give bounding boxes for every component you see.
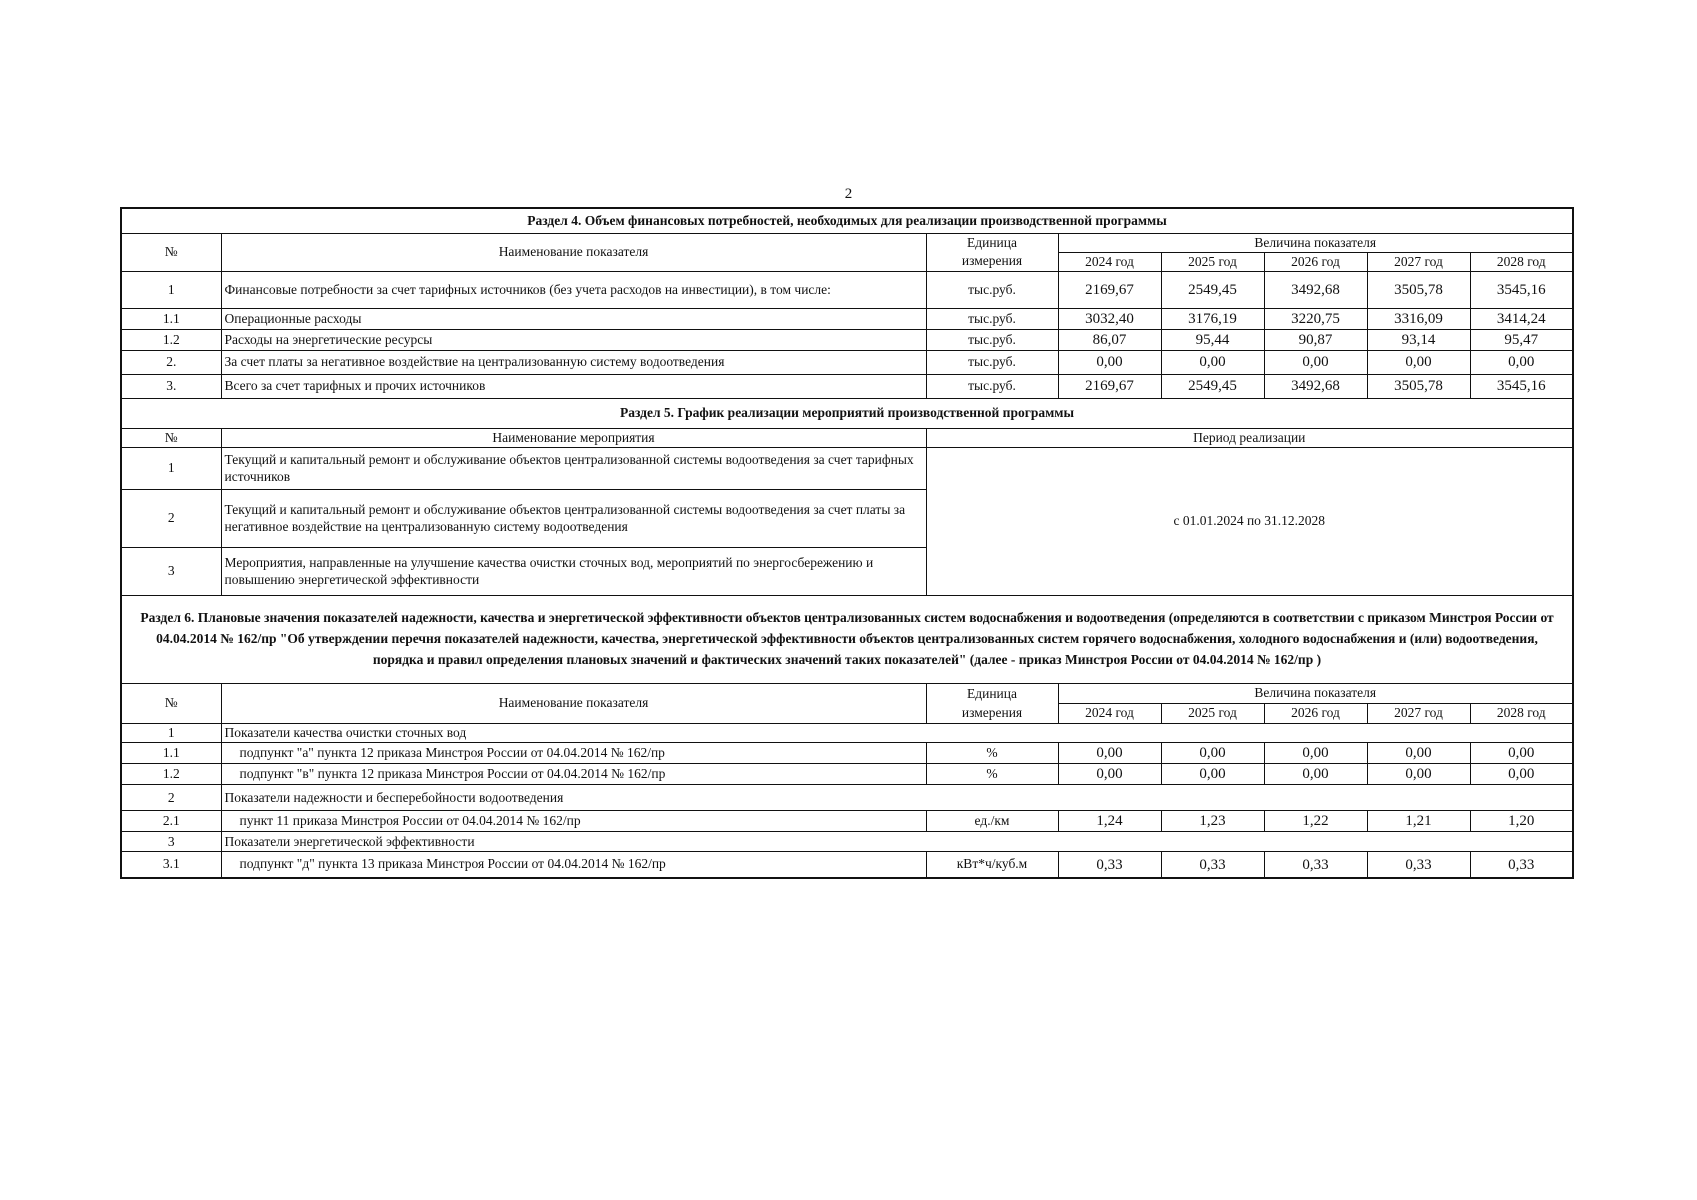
s6-header-year: 2026 год: [1264, 704, 1367, 724]
row-num: 1.1: [121, 308, 221, 329]
row-value: 0,00: [1470, 764, 1573, 785]
row-num: 1: [121, 724, 221, 743]
row-value: 0,33: [1367, 852, 1470, 878]
row-num: 1.1: [121, 743, 221, 764]
row-name: Финансовые потребности за счет тарифных источников (без учета расходов на инвестиции), в том числе:: [221, 271, 926, 308]
row-value: 0,00: [1264, 743, 1367, 764]
row-value: 95,44: [1161, 329, 1264, 350]
row-unit: тыс.руб.: [926, 308, 1058, 329]
row-name: За счет платы за негативное воздействие на централизованную систему водоотведения: [221, 350, 926, 374]
table-row: [121, 448, 1573, 490]
row-value: 3492,68: [1264, 271, 1367, 308]
section4-title: Раздел 4. Объем финансовых потребностей, необходимых для реализации производственной программы: [121, 208, 1573, 233]
row-num: 1: [121, 271, 221, 308]
row-name: Расходы на энергетические ресурсы: [221, 329, 926, 350]
s5-header-period: Период реализации: [926, 428, 1573, 447]
table-row: [121, 350, 1573, 374]
s4-header-year: 2025 год: [1161, 252, 1264, 271]
row-value: 0,00: [1058, 743, 1161, 764]
row-value: 0,00: [1058, 764, 1161, 785]
row-value: 2549,45: [1161, 374, 1264, 398]
row-num: 2.1: [121, 811, 221, 832]
s6-header-unit-2: измерения: [926, 704, 1058, 724]
row-value: 1,21: [1367, 811, 1470, 832]
row-unit: %: [926, 764, 1058, 785]
row-value: 95,47: [1470, 329, 1573, 350]
row-value: 0,33: [1470, 852, 1573, 878]
table-row: [121, 785, 1573, 811]
s5-header-name: Наименование мероприятия: [221, 428, 926, 447]
row-value: 0,33: [1058, 852, 1161, 878]
row-value: 0,33: [1264, 852, 1367, 878]
row-num: 2: [121, 785, 221, 811]
s4-header-year: 2024 год: [1058, 252, 1161, 271]
row-value: 3545,16: [1470, 374, 1573, 398]
row-num: 3.: [121, 374, 221, 398]
row-num: 2: [121, 490, 221, 548]
row-value: 0,00: [1161, 350, 1264, 374]
s4-header-value: Величина показателя: [1058, 233, 1573, 252]
s4-header-unit-1: Единица: [926, 233, 1058, 252]
row-unit: кВт*ч/куб.м: [926, 852, 1058, 878]
s4-header-name: Наименование показателя: [221, 233, 926, 271]
row-value: 1,24: [1058, 811, 1161, 832]
group-name: Показатели качества очистки сточных вод: [221, 724, 1573, 743]
row-value: 3176,19: [1161, 308, 1264, 329]
s6-header-year: 2027 год: [1367, 704, 1470, 724]
row-name: подпункт "а" пункта 12 приказа Минстроя России от 04.04.2014 № 162/пр: [221, 743, 926, 764]
row-value: 1,20: [1470, 811, 1573, 832]
group-name: Показатели энергетической эффективности: [221, 832, 1573, 852]
table-row: [121, 374, 1573, 398]
row-value: 3032,40: [1058, 308, 1161, 329]
row-value: 93,14: [1367, 329, 1470, 350]
row-name: Мероприятия, направленные на улучшение качества очистки сточных вод, мероприятий по энергосбережению и повышению энергетической эффективности: [221, 548, 926, 596]
s6-header-value: Величина показателя: [1058, 684, 1573, 704]
row-num: 3.1: [121, 852, 221, 878]
row-value: 0,00: [1264, 350, 1367, 374]
row-unit: тыс.руб.: [926, 271, 1058, 308]
row-num: 1: [121, 448, 221, 490]
table-row: [121, 271, 1573, 308]
table-row: [121, 329, 1573, 350]
row-num: 1.2: [121, 329, 221, 350]
row-value: 2169,67: [1058, 271, 1161, 308]
group-name: Показатели надежности и бесперебойности водоотведения: [221, 785, 1573, 811]
period-value: с 01.01.2024 по 31.12.2028: [926, 448, 1573, 596]
s6-header-year: 2024 год: [1058, 704, 1161, 724]
table-row: [121, 832, 1573, 852]
row-name: Текущий и капитальный ремонт и обслуживание объектов централизованной системы водоотведения за счет платы за негативное воздействие на централизованную систему водоотведения: [221, 490, 926, 548]
row-value: 86,07: [1058, 329, 1161, 350]
row-value: 0,00: [1058, 350, 1161, 374]
row-value: 3505,78: [1367, 271, 1470, 308]
row-name: пункт 11 приказа Минстроя России от 04.04.2014 № 162/пр: [221, 811, 926, 832]
row-unit: тыс.руб.: [926, 374, 1058, 398]
row-unit: тыс.руб.: [926, 350, 1058, 374]
s6-header-num: №: [121, 684, 221, 724]
table-row: [121, 764, 1573, 785]
row-value: 90,87: [1264, 329, 1367, 350]
s6-header-year: 2025 год: [1161, 704, 1264, 724]
row-value: 2169,67: [1058, 374, 1161, 398]
row-value: 1,23: [1161, 811, 1264, 832]
row-value: 0,00: [1161, 764, 1264, 785]
row-value: 3492,68: [1264, 374, 1367, 398]
row-unit: %: [926, 743, 1058, 764]
row-name: Операционные расходы: [221, 308, 926, 329]
row-value: 0,00: [1161, 743, 1264, 764]
row-num: 1.2: [121, 764, 221, 785]
s4-header-year: 2026 год: [1264, 252, 1367, 271]
row-num: 3: [121, 548, 221, 596]
row-value: 0,00: [1470, 743, 1573, 764]
s4-header-year: 2027 год: [1367, 252, 1470, 271]
row-num: 3: [121, 832, 221, 852]
row-value: 0,00: [1264, 764, 1367, 785]
row-name: Текущий и капитальный ремонт и обслуживание объектов централизованной системы водоотведения за счет тарифных источников: [221, 448, 926, 490]
row-value: 3545,16: [1470, 271, 1573, 308]
row-name: подпункт "в" пункта 12 приказа Минстроя России от 04.04.2014 № 162/пр: [221, 764, 926, 785]
program-table: [120, 207, 1574, 879]
row-value: 3316,09: [1367, 308, 1470, 329]
s5-header-num: №: [121, 428, 221, 447]
s6-header-name: Наименование показателя: [221, 684, 926, 724]
s6-header-year: 2028 год: [1470, 704, 1573, 724]
row-value: 0,00: [1367, 764, 1470, 785]
row-value: 3505,78: [1367, 374, 1470, 398]
row-unit: ед./км: [926, 811, 1058, 832]
row-value: 3220,75: [1264, 308, 1367, 329]
table-row: [121, 724, 1573, 743]
section5-title: Раздел 5. График реализации мероприятий производственной программы: [121, 398, 1573, 428]
row-value: 1,22: [1264, 811, 1367, 832]
s4-header-unit-2: измерения: [926, 252, 1058, 271]
table-row: [121, 743, 1573, 764]
row-value: 0,00: [1367, 350, 1470, 374]
row-unit: тыс.руб.: [926, 329, 1058, 350]
table-row: [121, 811, 1573, 832]
page-number: 2: [844, 186, 853, 202]
row-value: 0,33: [1161, 852, 1264, 878]
s4-header-num: №: [121, 233, 221, 271]
row-name: Всего за счет тарифных и прочих источников: [221, 374, 926, 398]
section6-title: Раздел 6. Плановые значения показателей надежности, качества и энергетической эффективности объектов централизованных систем водоснабжения и водоотведения (определяются в соответствии с приказом Минстроя России от 04.04.2014 № 162/пр "Об утверждении перечня показателей надежности, качества, энергетической эффективности объектов централизованных систем горячего водоснабжения, холодного водоснабжения и (или) водоотведения, порядка и правил определения плановых значений и фактических значений таких показателей" (далее - приказ Минстроя России от 04.04.2014 № 162/пр ): [121, 596, 1573, 684]
table-row: [121, 308, 1573, 329]
row-value: 0,00: [1470, 350, 1573, 374]
table-row: [121, 852, 1573, 878]
row-value: 3414,24: [1470, 308, 1573, 329]
s4-header-year: 2028 год: [1470, 252, 1573, 271]
row-value: 2549,45: [1161, 271, 1264, 308]
row-value: 0,00: [1367, 743, 1470, 764]
row-name: подпункт "д" пункта 13 приказа Минстроя России от 04.04.2014 № 162/пр: [221, 852, 926, 878]
s6-header-unit-1: Единица: [926, 684, 1058, 704]
row-num: 2.: [121, 350, 221, 374]
